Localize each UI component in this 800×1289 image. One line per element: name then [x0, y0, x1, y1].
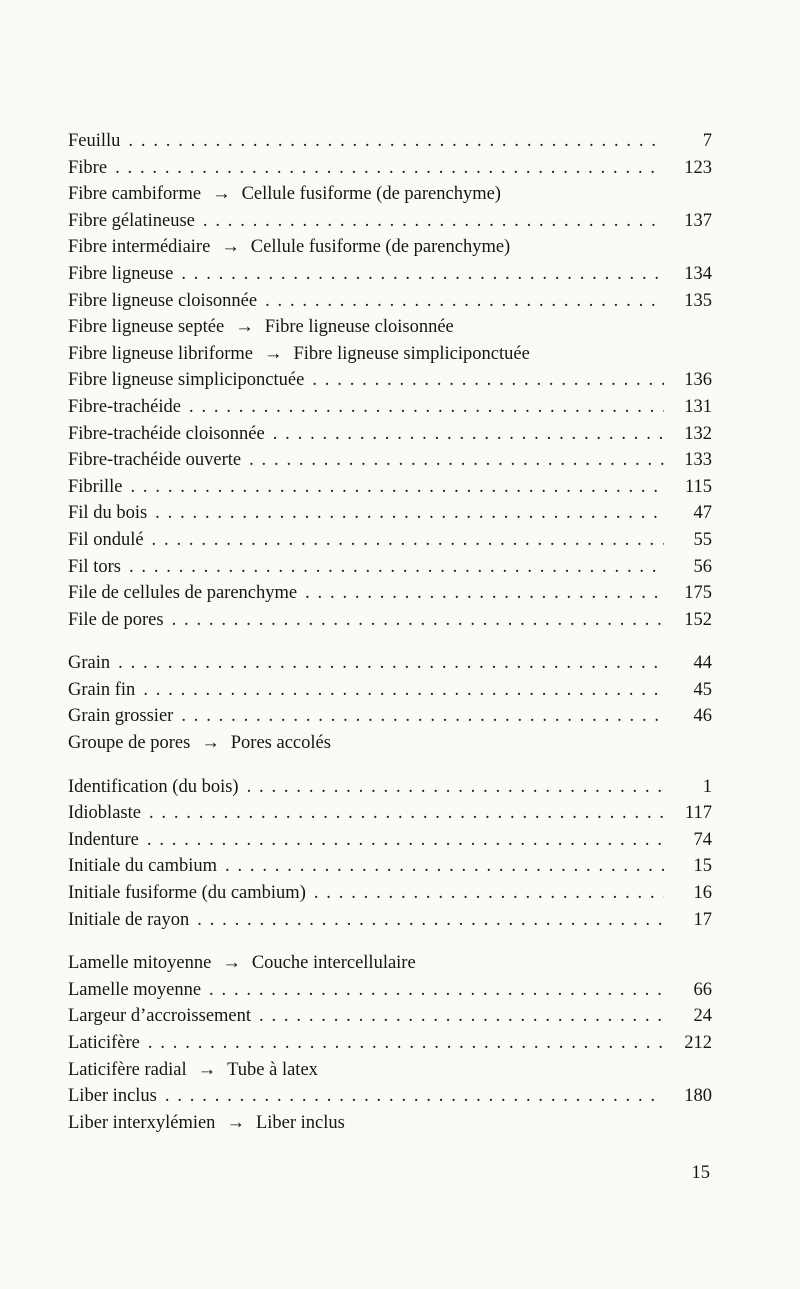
entry-page-number: 44: [693, 653, 712, 674]
index-entry: [68, 1083, 712, 1110]
dot-leader: [209, 977, 664, 1004]
dot-leader: [155, 500, 664, 527]
entry-page-number: 152: [684, 609, 712, 630]
dot-leader: [314, 880, 664, 907]
index-section: [68, 128, 712, 633]
entry-page-number: 45: [693, 679, 712, 700]
index-entry: [68, 1057, 712, 1084]
dot-leader: [273, 421, 664, 448]
index-entry: [68, 580, 712, 607]
entry-page-number: 115: [684, 476, 712, 497]
cross-reference-arrow-icon: →: [226, 1112, 245, 1133]
entry-reference: Tube à latex: [227, 1059, 318, 1080]
index-entry: [68, 314, 712, 341]
index-entry: [68, 950, 712, 977]
entry-term: Fibre gélatineuse: [68, 210, 195, 231]
entry-page-number: 135: [684, 290, 712, 311]
index-entry: [68, 907, 712, 934]
entry-term: Fil ondulé: [68, 529, 144, 550]
entry-term: Grain grossier: [68, 706, 174, 727]
index-entry: [68, 128, 712, 155]
entry-page-number: 134: [684, 263, 712, 284]
dot-leader: [143, 677, 664, 704]
dot-leader: [181, 703, 664, 730]
dot-leader: [149, 800, 664, 827]
entry-page-number: 56: [693, 556, 712, 577]
page-footer-number: 15: [691, 1163, 710, 1184]
cross-reference-arrow-icon: →: [263, 343, 283, 364]
dot-leader: [181, 261, 664, 288]
entry-reference: Couche intercellulaire: [251, 953, 416, 974]
dot-leader: [128, 128, 664, 155]
index-entry: [68, 730, 712, 757]
index-entry: [68, 977, 712, 1004]
dot-leader: [148, 1030, 664, 1057]
entry-page-number: 136: [684, 370, 712, 391]
entry-page-number: 180: [684, 1086, 712, 1107]
entry-page-number: 17: [693, 909, 712, 930]
index-entry: [68, 853, 712, 880]
index-entry: [68, 527, 712, 554]
index-entry: [68, 394, 712, 421]
entry-term: File de pores: [68, 609, 164, 630]
dot-leader: [165, 1083, 664, 1110]
entry-term: Initiale du cambium: [68, 856, 217, 877]
entry-page-number: 15: [693, 856, 712, 877]
entry-term: Fil tors: [68, 556, 121, 577]
index-entry: [68, 181, 712, 208]
entry-term: Fibre cambiforme: [68, 184, 202, 205]
entry-page-number: 24: [693, 1006, 712, 1027]
index-entry: [68, 261, 712, 288]
entry-term: Liber interxylémien: [68, 1112, 216, 1133]
index-entry: [68, 474, 712, 501]
entry-page-number: 16: [693, 883, 712, 904]
index-entry: [68, 607, 712, 634]
cross-reference-arrow-icon: →: [201, 733, 220, 754]
entry-term: Initiale fusiforme (du cambium): [68, 883, 306, 904]
entry-page-number: 132: [684, 423, 712, 444]
entry-term: Lamelle moyenne: [68, 979, 202, 1000]
entry-term: Grain fin: [68, 679, 136, 700]
index-entry: [68, 703, 712, 730]
dot-leader: [249, 447, 664, 474]
entry-term: Lamelle mitoyenne: [68, 953, 212, 974]
entry-term: Fibre-trachéide: [68, 396, 181, 417]
cross-reference-arrow-icon: →: [222, 953, 241, 974]
entry-term: Fibre ligneuse simpliciponctuée: [68, 370, 305, 391]
index-section: [68, 950, 712, 1136]
index-entry: [68, 155, 712, 182]
entry-page-number: 46: [693, 706, 712, 727]
entry-term: Fibre-trachéide cloisonnée: [68, 423, 265, 444]
entry-reference: Pores accolés: [230, 733, 331, 754]
entry-term: Largeur d’accroissement: [68, 1006, 252, 1027]
entry-term: Identification (du bois): [68, 776, 239, 797]
dot-leader: [265, 288, 664, 315]
entry-reference: Fibre ligneuse simpliciponctuée: [293, 343, 530, 364]
dot-leader: [203, 208, 664, 235]
entry-reference: Cellule fusiforme (de parenchyme): [250, 237, 511, 258]
dot-leader: [197, 907, 664, 934]
index-entry: [68, 1003, 712, 1030]
entry-term: Fibre ligneuse libriforme: [68, 343, 253, 364]
dot-leader: [259, 1003, 664, 1030]
entry-term: Feuillu: [68, 131, 121, 151]
entry-page-number: 55: [693, 529, 712, 550]
entry-term: Fibre-trachéide ouverte: [68, 450, 242, 471]
entry-term: File de cellules de parenchyme: [68, 583, 298, 604]
entry-reference: Liber inclus: [255, 1112, 345, 1133]
dot-leader: [152, 527, 664, 554]
dot-leader: [130, 474, 664, 501]
dot-leader: [312, 367, 664, 394]
dot-leader: [247, 774, 664, 801]
entry-term: Liber inclus: [68, 1086, 157, 1107]
cross-reference-arrow-icon: →: [235, 317, 254, 338]
index-entry: [68, 447, 712, 474]
dot-leader: [189, 394, 664, 421]
entry-page-number: 66: [693, 979, 712, 1000]
dot-leader: [129, 554, 664, 581]
entry-page-number: 175: [684, 583, 712, 604]
entry-term: Groupe de pores: [68, 733, 191, 754]
entry-page-number: 123: [684, 157, 712, 178]
index-entry: [68, 1110, 712, 1137]
entry-term: Initiale de rayon: [68, 909, 190, 930]
entry-term: Fibre ligneuse cloisonnée: [68, 290, 258, 311]
entry-page-number: 1: [702, 776, 712, 797]
entry-page-number: 47: [693, 503, 712, 524]
cross-reference-arrow-icon: →: [197, 1059, 217, 1080]
entry-page-number: 212: [684, 1033, 712, 1053]
index-entry: [68, 234, 712, 261]
entry-term: Fil du bois: [68, 503, 148, 524]
index-entry: [68, 421, 712, 448]
index-entry: [68, 367, 712, 394]
index-entry: [68, 208, 712, 235]
entry-term: Grain: [68, 653, 111, 674]
entry-term: Laticifère: [68, 1033, 140, 1053]
dot-leader: [172, 607, 664, 634]
index-entry: [68, 341, 712, 368]
entry-reference: Fibre ligneuse cloisonnée: [264, 317, 454, 338]
entry-term: Fibre intermédiaire: [68, 237, 211, 258]
entry-term: Fibrille: [68, 476, 123, 497]
entry-page-number: 137: [684, 210, 712, 231]
dot-leader: [225, 853, 664, 880]
dot-leader: [147, 827, 664, 854]
index-entry: [68, 288, 712, 315]
entry-page-number: 7: [702, 131, 712, 151]
index-entry: [68, 554, 712, 581]
index-section: [68, 650, 712, 756]
index-entry: [68, 827, 712, 854]
index-section: [68, 774, 712, 934]
entry-term: Idioblaste: [68, 803, 141, 824]
index-entry: [68, 500, 712, 527]
index-entry: [68, 677, 712, 704]
index-list: [68, 128, 712, 1136]
entry-page-number: 74: [693, 829, 712, 850]
entry-term: Fibre ligneuse septée: [68, 317, 225, 338]
index-entry: [68, 774, 712, 801]
dot-leader: [305, 580, 664, 607]
index-entry: [68, 1030, 712, 1057]
entry-term: Laticifère radial: [68, 1059, 187, 1080]
entry-reference: Cellule fusiforme (de parenchyme): [241, 184, 501, 205]
index-entry: [68, 800, 712, 827]
index-entry: [68, 880, 712, 907]
cross-reference-arrow-icon: →: [212, 184, 231, 205]
index-entry: [68, 650, 712, 677]
entry-page-number: 117: [684, 803, 712, 824]
entry-term: Fibre: [68, 157, 108, 178]
entry-term: Fibre ligneuse: [68, 263, 174, 284]
entry-page-number: 131: [684, 396, 712, 417]
dot-leader: [115, 155, 664, 182]
entry-page-number: 133: [684, 450, 712, 471]
cross-reference-arrow-icon: →: [221, 237, 240, 258]
entry-term: Indenture: [68, 829, 139, 850]
dot-leader: [118, 650, 664, 677]
